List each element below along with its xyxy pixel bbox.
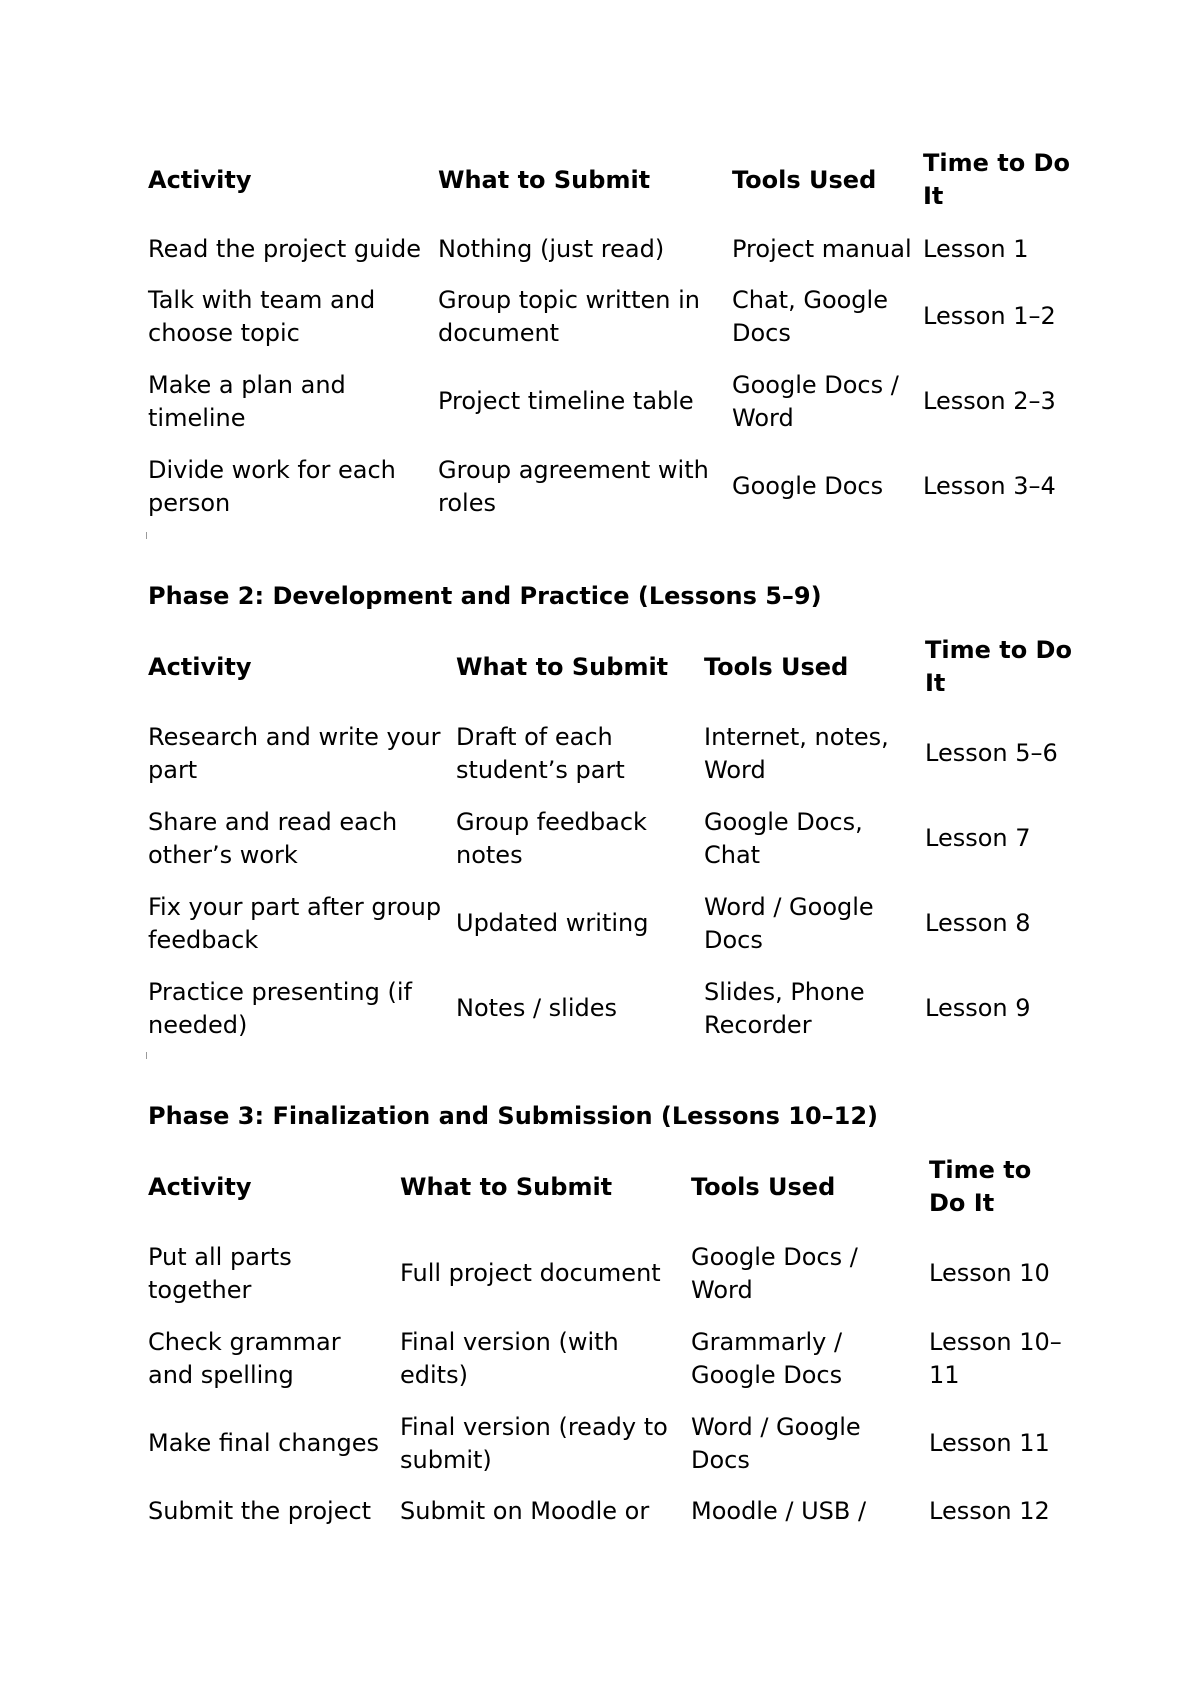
cell-activity: Research and write your part — [148, 722, 441, 784]
cell-submit: Full project document — [400, 1259, 661, 1287]
phase2-title: Phase 2: Development and Practice (Lessons 5–9) — [148, 582, 822, 610]
cell-submit: Nothing (just read) — [438, 234, 665, 263]
cell-submit: Final version (with edits) — [400, 1327, 619, 1389]
header-tools-used: Tools Used — [691, 1172, 836, 1201]
cell-tools: Google Docs / Word — [732, 370, 899, 432]
cell-time: Lesson 7 — [925, 824, 1031, 852]
table-header-row — [141, 136, 1086, 224]
cell-tools: Google Docs / Word — [691, 1242, 858, 1304]
cell-activity: Practice presenting (if needed) — [148, 977, 412, 1039]
table-row — [141, 1401, 1079, 1486]
header-time-to-do-it: Time to Do It — [929, 1156, 1032, 1217]
table-row — [141, 966, 1079, 1051]
header-activity: Activity — [148, 165, 252, 194]
cell-activity: Make final changes — [148, 1429, 380, 1457]
header-time-to-do-it: Time to Do It — [923, 149, 1070, 210]
header-tools-used: Tools Used — [704, 652, 849, 681]
cell-submit: Draft of each student’s part — [456, 722, 625, 784]
cell-time: Lesson 8 — [925, 909, 1031, 937]
cell-tools: Chat, Google Docs — [732, 285, 888, 347]
cell-time: Lesson 1–2 — [923, 302, 1056, 330]
phase1-table — [141, 136, 1086, 529]
header-what-to-submit: What to Submit — [438, 165, 651, 194]
cell-time: Lesson 5–6 — [925, 739, 1058, 767]
phase2-table — [141, 623, 1079, 1051]
phase3-title: Phase 3: Finalization and Submission (Lessons 10–12) — [148, 1102, 879, 1130]
cell-time: Lesson 1 — [923, 234, 1029, 263]
header-activity: Activity — [148, 1172, 252, 1201]
cell-activity: Share and read each other’s work — [148, 807, 398, 869]
cell-submit: Final version (ready to submit) — [400, 1412, 668, 1474]
table-row — [141, 711, 1079, 796]
cell-tools: Slides, Phone Recorder — [704, 977, 865, 1039]
paragraph-mark — [146, 532, 147, 539]
table-row — [141, 224, 1086, 274]
paragraph-mark — [146, 1052, 147, 1059]
cell-tools: Word / Google Docs — [704, 892, 874, 954]
cell-tools: Project manual — [732, 234, 912, 263]
cell-tools: Google Docs, Chat — [704, 807, 863, 869]
cell-submit: Submit on Moodle or — [400, 1496, 650, 1525]
cell-submit: Group agreement with roles — [438, 455, 709, 517]
cell-activity: Read the project guide — [148, 234, 421, 263]
cell-tools: Internet, notes, Word — [704, 722, 889, 784]
header-time-to-do-it: Time to Do It — [925, 636, 1072, 697]
table-row — [141, 1231, 1079, 1316]
table-row — [141, 881, 1079, 966]
cell-submit: Group feedback notes — [456, 807, 647, 869]
cell-activity: Fix your part after group feedback — [148, 892, 442, 954]
table-row — [141, 1486, 1079, 1536]
header-tools-used: Tools Used — [732, 165, 877, 194]
cell-submit: Project timeline table — [438, 387, 694, 415]
cell-time: Lesson 2–3 — [923, 387, 1056, 415]
table-row — [141, 274, 1086, 359]
cell-time: Lesson 12 — [929, 1496, 1050, 1525]
table-row — [141, 1316, 1079, 1401]
table-header-row — [141, 1143, 1079, 1231]
cell-tools: Moodle / USB / — [691, 1496, 867, 1525]
table-row — [141, 444, 1086, 529]
cell-submit: Group topic written in document — [438, 285, 700, 347]
cell-activity: Check grammar and spelling — [148, 1327, 341, 1389]
cell-activity: Submit the project — [148, 1496, 372, 1525]
table-row — [141, 796, 1079, 881]
cell-time: Lesson 9 — [925, 994, 1031, 1022]
cell-time: Lesson 3–4 — [923, 472, 1056, 500]
cell-tools: Grammarly / Google Docs — [691, 1327, 843, 1389]
phase3-table — [141, 1143, 1079, 1536]
cell-time: Lesson 10–11 — [929, 1327, 1062, 1389]
cell-activity: Talk with team and choose topic — [148, 285, 376, 347]
cell-time: Lesson 11 — [929, 1429, 1050, 1457]
header-activity: Activity — [148, 652, 252, 681]
cell-activity: Put all parts together — [148, 1242, 292, 1304]
cell-submit: Updated writing — [456, 909, 649, 937]
cell-activity: Make a plan and timeline — [148, 370, 346, 432]
table-header-row — [141, 623, 1079, 711]
cell-activity: Divide work for each person — [148, 455, 396, 517]
cell-tools: Word / Google Docs — [691, 1412, 861, 1474]
cell-tools: Google Docs — [732, 472, 884, 500]
header-what-to-submit: What to Submit — [400, 1172, 613, 1201]
cell-time: Lesson 10 — [929, 1259, 1050, 1287]
table-row — [141, 359, 1086, 444]
cell-submit: Notes / slides — [456, 994, 618, 1022]
header-what-to-submit: What to Submit — [456, 652, 669, 681]
